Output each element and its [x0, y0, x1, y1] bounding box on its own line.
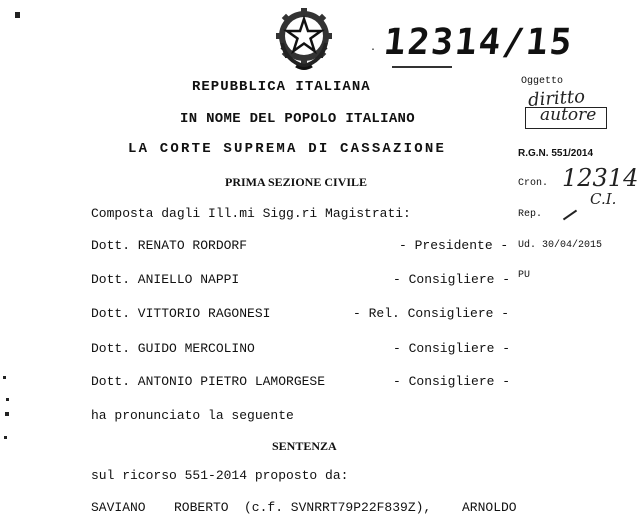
- stamp-dot: ·: [370, 45, 377, 56]
- party-fiscal-code: (c.f. SVNRRT79P22F839Z),: [244, 500, 432, 515]
- party-next-name: ARNOLDO: [462, 500, 517, 515]
- side-oggetto: Oggetto: [521, 76, 564, 87]
- side-pu: PU: [518, 270, 531, 281]
- side-ud: Ud. 30/04/2015: [518, 240, 603, 251]
- judge-name: Dott. ANIELLO NAPPI: [91, 272, 240, 287]
- scan-speck: [5, 412, 9, 416]
- scan-speck: [6, 398, 9, 401]
- heading-in-name: IN NOME DEL POPOLO ITALIANO: [180, 111, 415, 127]
- ricorso-text: sul ricorso 551-2014 proposto da:: [91, 468, 349, 483]
- judge-name: Dott. VITTORIO RAGONESI: [91, 306, 271, 321]
- scan-speck: [3, 376, 6, 379]
- heading-republic: REPUBBLICA ITALIANA: [192, 79, 371, 95]
- judge-role: - Consigliere -: [393, 341, 511, 356]
- judge-role: - Consigliere -: [393, 374, 511, 389]
- scan-speck: [15, 12, 20, 18]
- party-surname: SAVIANO: [91, 500, 146, 515]
- judge-name: Dott. ANTONIO PIETRO LAMORGESE: [91, 374, 326, 389]
- composition-intro: Composta dagli Ill.mi Sigg.ri Magistrati:: [91, 206, 411, 221]
- scan-speck: [4, 436, 7, 439]
- judge-role: - Presidente -: [399, 238, 509, 253]
- italian-republic-emblem-icon: [272, 3, 336, 73]
- stamp-underline: [392, 66, 452, 68]
- handwritten-rep-mark: [563, 210, 577, 221]
- sentenza-heading: SENTENZA: [272, 439, 337, 453]
- heading-court: LA CORTE SUPREMA DI CASSAZIONE: [128, 141, 447, 157]
- handwritten-subject-1: diritto: [527, 86, 586, 111]
- side-rgn: R.G.N. 551/2014: [518, 148, 594, 159]
- heading-section: PRIMA SEZIONE CIVILE: [225, 175, 368, 189]
- judge-name: Dott. RENATO RORDORF: [91, 238, 248, 253]
- handwritten-subject-2: autore: [540, 105, 597, 125]
- stamp-number: 12314/15: [381, 22, 576, 63]
- party-firstname: ROBERTO: [174, 500, 229, 515]
- side-rep-label: Rep.: [518, 209, 543, 220]
- side-cron-label: Cron.: [518, 178, 549, 189]
- judge-role: - Consigliere -: [393, 272, 511, 287]
- judge-role: - Rel. Consigliere -: [353, 306, 510, 321]
- pronounced-text: ha pronunciato la seguente: [91, 408, 294, 423]
- handwritten-cron-number: 12314: [562, 164, 638, 192]
- judge-name: Dott. GUIDO MERCOLINO: [91, 341, 255, 356]
- handwritten-cron-sub: C.I.: [590, 190, 617, 208]
